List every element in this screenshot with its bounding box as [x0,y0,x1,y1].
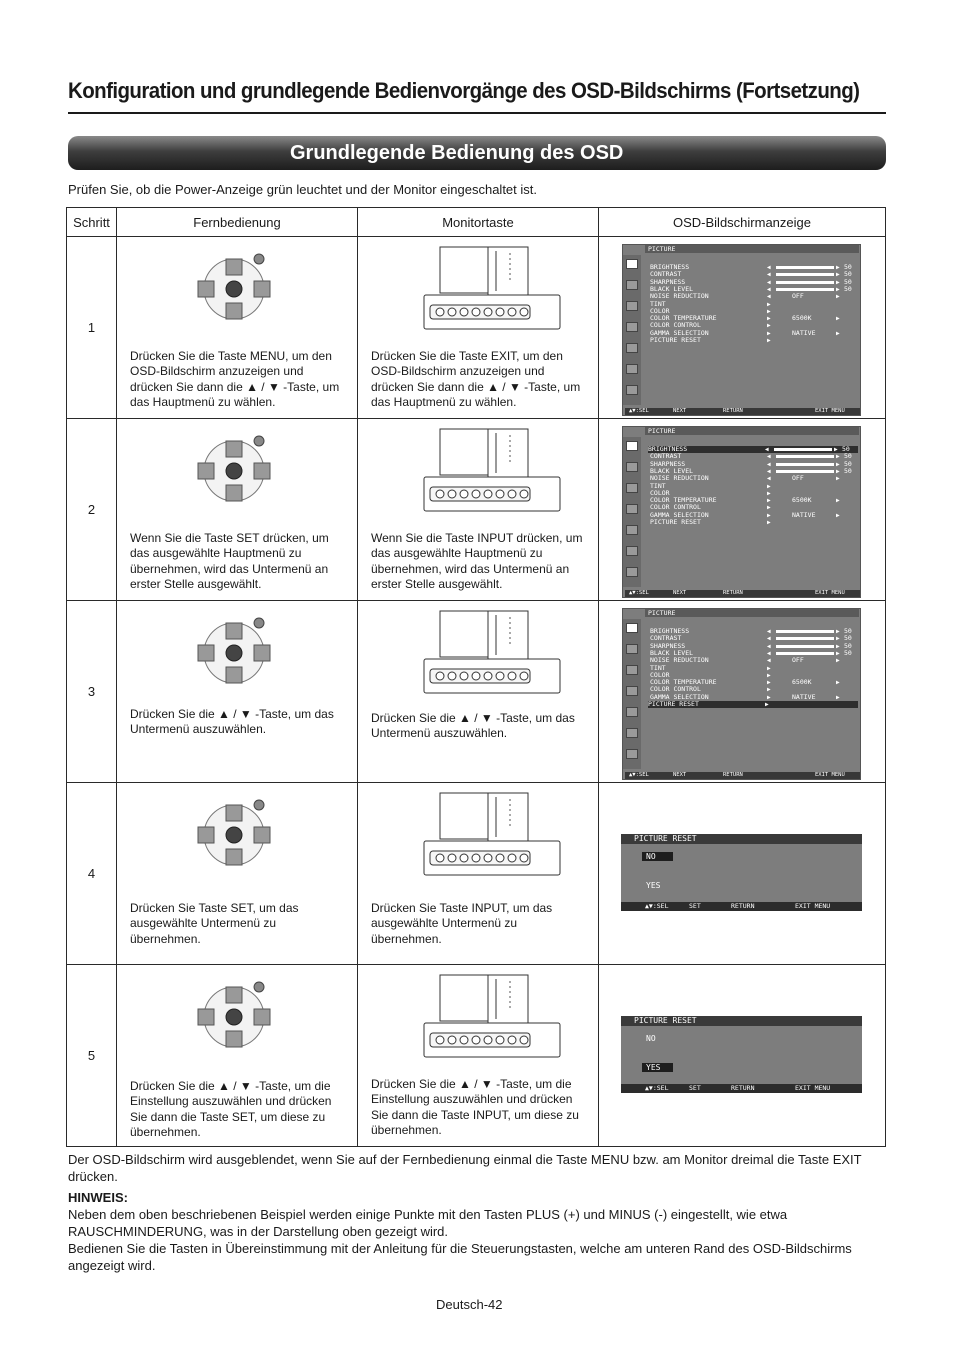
osd-footer [625,590,860,597]
dialog-footer [621,902,862,911]
step-number: 4 [67,783,117,965]
osd-item-label: PICTURE RESET [650,518,701,526]
monitor-instruction: Drücken Sie die ▲ / ▼ -Taste, um die Einstellung auszuwählen und drücken Sie dann die Taste INPUT, um diese zu übernehmen. [371,1077,579,1137]
left-arrow-icon: ◀ [767,453,771,461]
osd-item-label: BRIGHTNESS [650,627,690,635]
dialog-title: PICTURE RESET [621,1016,862,1026]
config-icon [626,343,638,353]
osd-item-label: BRIGHTNESS [648,445,688,453]
osd-item-label: COLOR TEMPERATURE [650,678,717,687]
section-banner: Grundlegende Bedienung des OSD [68,136,886,170]
right-arrow-icon: ▶ [836,264,840,271]
step-number: 5 [67,965,117,1147]
steps-table [66,207,886,1147]
osd-menu-item [650,301,858,308]
osd-item-value: NATIVE [792,692,816,701]
osd-item-label: COLOR CONTROL [650,321,701,330]
osd-menu-screen [622,426,861,598]
right-arrow-icon: ▶ [836,475,840,483]
osd-footer-return: RETURN [723,772,743,778]
right-arrow-icon: ▶ [836,467,840,475]
osd-item-value: 6500K [792,496,812,505]
osd-item-value: 50 [844,634,852,643]
osd-item-label: PICTURE RESET [648,700,699,708]
remote-control-icon [189,611,279,691]
osd-item-label: CONTRAST [650,452,682,461]
table-row [67,601,886,783]
osd-item-label: TINT [650,299,666,308]
osd-item-label: SHARPNESS [650,459,686,468]
header-step: Schritt [67,208,117,237]
dialog-footer [621,1084,862,1093]
left-arrow-icon: ◀ [767,460,771,468]
page-number: Deutsch-42 [436,1297,503,1312]
right-arrow-icon: ▶ [836,453,840,461]
table-row [67,965,886,1147]
left-arrow-icon: ◀ [767,642,771,650]
remote-control-icon [189,429,279,509]
left-arrow-icon: ▶ [767,322,771,330]
step-number: 2 [67,419,117,601]
osd-item-label: GAMMA SELECTION [650,510,709,519]
pip-icon [626,322,638,332]
monitor-instruction: Wenn Sie die Taste INPUT drücken, um das ausgewählte Hauptmenü zu übernehmen, wird das Untermenü an erster Stelle ausgewählt. [371,531,583,591]
remote-instruction: Drücken Sie die ▲ / ▼ -Taste, um das Untermenü auszuwählen. [130,707,334,737]
osd-item-value: OFF [792,656,804,665]
osd-menu-item [650,665,858,672]
remote-instruction: Drücken Sie die Taste MENU, um den OSD-Bildschirm anzuzeigen und drücken Sie dann die ▲ / ▼ -Taste, um das Hauptmenü zu wählen. [130,349,340,409]
osd-footer-exit: EXIT MENU [815,590,845,596]
osd-slider [776,652,834,655]
osd-item-label: BLACK LEVEL [650,648,694,657]
left-arrow-icon: ▶ [765,701,769,708]
osd-item-value: 6500K [792,314,812,323]
right-arrow-icon: ▶ [836,497,840,505]
monitor-buttons-icon [420,243,565,335]
osd-slider [776,463,834,466]
remote-cell [117,601,358,783]
osd-sidebar [623,619,641,769]
osd-menu-item [650,657,858,664]
osd-item-label: PICTURE RESET [650,336,701,344]
step-number: 3 [67,601,117,783]
osd-footer-sel: ▲▼:SEL [629,408,649,414]
left-arrow-icon: ◀ [767,271,771,279]
osd-title: PICTURE [645,427,859,435]
osd-footer [625,408,860,415]
osd-cell [599,419,886,601]
osd-item-label: COLOR [650,488,670,497]
left-arrow-icon: ◀ [767,628,771,635]
picture-icon [626,441,638,451]
osd-item-value: 50 [844,459,852,468]
monitor-cell [358,237,599,419]
osd-slider [776,470,834,473]
osd-item-label: GAMMA SELECTION [650,692,709,701]
left-arrow-icon: ◀ [767,293,771,301]
osd-footer-exit: EXIT MENU [815,772,845,778]
left-arrow-icon: ◀ [767,278,771,286]
remote-control-icon [189,793,279,873]
dialog-footer-return: RETURN [731,1084,755,1092]
monitor-instruction: Drücken Sie die ▲ / ▼ -Taste, um das Untermenü auszuwählen. [371,711,575,741]
remote-instruction: Drücken Sie die ▲ / ▼ -Taste, um die Einstellung auszuwählen und drücken Sie dann die Taste SET, um diese zu übernehmen. [130,1079,332,1139]
monitor-instruction: Drücken Sie die Taste EXIT, um den OSD-Bildschirm anzuzeigen und drücken Sie dann die ▲ / ▼ -Taste, um das Hauptmenü zu wählen. [371,349,581,409]
osd-item-value: OFF [792,292,804,301]
right-arrow-icon: ▶ [836,642,840,650]
osd-item-label: SHARPNESS [650,277,686,286]
right-arrow-icon: ▶ [836,511,840,519]
picture-icon [626,259,638,269]
osd-item-label: BLACK LEVEL [650,284,694,293]
intro-text: Prüfen Sie, ob die Power-Anzeige grün leuchtet und der Monitor eingeschaltet ist. [68,182,537,197]
picture-icon [626,623,638,633]
right-arrow-icon: ▶ [836,635,840,643]
picture-reset-dialog [621,1016,862,1093]
osd-slider [776,288,834,291]
osd-item-value: OFF [792,474,804,483]
osd-footer-return: RETURN [723,590,743,596]
osd-slider [776,630,834,633]
left-arrow-icon: ◀ [767,285,771,293]
osd-item-label: NOISE REDUCTION [650,474,709,483]
right-arrow-icon: ▶ [836,329,840,337]
option-yes: YES [642,1063,673,1072]
osd-menu-item [650,264,858,271]
osd-item-label: COLOR [650,670,670,679]
pip-icon [626,504,638,514]
osd-slider [776,281,834,284]
osd-item-value: 50 [844,452,852,461]
osd-item-label: COLOR CONTROL [650,503,701,512]
osd-cell [599,783,886,965]
osd-footer-return: RETURN [723,408,743,414]
monitor-buttons-icon [420,971,565,1063]
osd-item-label: NOISE REDUCTION [650,656,709,665]
option-yes: YES [646,881,661,890]
outro-text: Der OSD-Bildschirm wird ausgeblendet, wenn Sie auf der Fernbedienung einmal die Taste MENU bzw. am Monitor dreimal die Taste EXIT drücken. [68,1152,862,1184]
advanced-icon [626,728,638,738]
osd-menu-item [648,701,858,708]
audio-icon [626,301,638,311]
monitor-cell [358,965,599,1147]
osd-item-label: GAMMA SELECTION [650,328,709,337]
monitor-buttons-icon [420,607,565,699]
right-arrow-icon: ▶ [836,649,840,657]
osd-item-value: 50 [844,284,852,293]
note-title: HINWEIS: [68,1190,128,1205]
left-arrow-icon: ▶ [767,664,771,672]
right-arrow-icon: ▶ [836,628,840,635]
remote-instruction: Wenn Sie die Taste SET drücken, um das ausgewählte Hauptmenü zu übernehmen, wird das Untermenü an erster Stelle ausgewählt. [130,531,329,591]
remote-cell [117,237,358,419]
osd-menu-item [650,293,858,300]
osd-item-label: SHARPNESS [650,641,686,650]
osd-item-value: 50 [844,277,852,286]
osd-footer [625,772,860,779]
osd-cell [599,965,886,1147]
left-arrow-icon: ▶ [767,693,771,701]
osd-item-label: COLOR CONTROL [650,685,701,694]
osd-menu-screen [622,608,861,780]
right-arrow-icon: ▶ [834,446,838,453]
osd-item-value: 50 [844,627,852,635]
osd-footer-next: NEXT [673,772,687,778]
left-arrow-icon: ◀ [767,649,771,657]
osd-slider [776,273,834,276]
title-rule [68,112,886,114]
right-arrow-icon: ▶ [836,271,840,279]
dialog-footer-sel: ▲▼:SEL [645,1084,669,1092]
osd-item-label: NOISE REDUCTION [650,292,709,301]
osd-slider [776,637,834,640]
screen-icon [626,462,638,472]
osd-item-label: BRIGHTNESS [650,263,690,271]
remote-cell [117,783,358,965]
osd-slider [774,448,832,451]
osd-slider [776,645,834,648]
remote-instruction: Drücken Sie Taste SET, um das ausgewählte Untermenü zu übernehmen. [130,901,299,946]
osd-item-value: NATIVE [792,328,816,337]
dialog-title: PICTURE RESET [621,834,862,844]
remote-control-icon [189,247,279,327]
osd-item-label: TINT [650,481,666,490]
osd-item-value: 50 [844,270,852,279]
osd-sidebar [623,255,641,405]
monitor-buttons-icon [420,425,565,517]
osd-item-label: COLOR [650,306,670,315]
osd-item-label: COLOR TEMPERATURE [650,496,717,505]
osd-cell [599,237,886,419]
note-text-2: Bedienen Sie die Tasten in Übereinstimmung mit der Anleitung für die Steuerungstasten, welche am unteren Rand des OSD-Bildschirms angezeigt wird. [68,1241,852,1273]
left-arrow-icon: ▶ [767,497,771,505]
osd-title: PICTURE [645,609,859,617]
step-number: 1 [67,237,117,419]
remote-cell [117,965,358,1147]
monitor-instruction: Drücken Sie Taste INPUT, um das ausgewählte Untermenü zu übernehmen. [371,901,553,946]
osd-item-value: 6500K [792,678,812,687]
header-monitor: Monitortaste [358,208,599,237]
osd-item-label: TINT [650,663,666,672]
osd-item-label: BLACK LEVEL [650,466,694,475]
dialog-footer-set: SET [689,1084,701,1092]
audio-icon [626,483,638,493]
osd-sidebar [623,437,641,587]
osd-menu-item [650,475,858,482]
info-icon [626,749,638,759]
left-arrow-icon: ▶ [767,679,771,687]
osd-footer-sel: ▲▼:SEL [629,590,649,596]
osd-item-label: COLOR TEMPERATURE [650,314,717,323]
osd-menu-item [650,519,858,526]
left-arrow-icon: ▶ [767,307,771,315]
right-arrow-icon: ▶ [836,657,840,665]
left-arrow-icon: ▶ [767,300,771,308]
pip-icon [626,686,638,696]
osd-slider [776,266,834,269]
right-arrow-icon: ▶ [836,679,840,687]
info-icon [626,385,638,395]
osd-menu-item [650,337,858,344]
right-arrow-icon: ▶ [836,315,840,323]
left-arrow-icon: ◀ [767,264,771,271]
osd-item-label: CONTRAST [650,634,682,643]
dialog-footer-exit: EXIT MENU [795,902,831,910]
osd-menu-screen [622,244,861,416]
left-arrow-icon: ◀ [767,467,771,475]
left-arrow-icon: ▶ [767,504,771,512]
osd-footer-next: NEXT [673,590,687,596]
note-text-1: Neben dem oben beschriebenen Beispiel werden einige Punkte mit den Tasten PLUS (+) und MINUS (-) eingestellt, wie etwa RAUSCHMINDERUNG, was in der Darstellung oben gezeigt wird. [68,1207,788,1239]
osd-item-value: 50 [844,466,852,475]
option-no: NO [642,852,673,861]
monitor-buttons-icon [420,789,565,881]
right-arrow-icon: ▶ [836,693,840,701]
table-header-row [67,208,886,237]
screen-icon [626,644,638,654]
info-icon [626,567,638,577]
config-icon [626,525,638,535]
audio-icon [626,665,638,675]
osd-title: PICTURE [645,245,859,253]
left-arrow-icon: ◀ [767,657,771,665]
table-row [67,783,886,965]
left-arrow-icon: ◀ [767,635,771,643]
osd-footer-exit: EXIT MENU [815,408,845,414]
osd-item-label: CONTRAST [650,270,682,279]
osd-item-value: 50 [844,648,852,657]
option-no: NO [646,1034,656,1043]
dialog-footer-return: RETURN [731,902,755,910]
left-arrow-icon: ◀ [767,475,771,483]
left-arrow-icon: ▶ [767,671,771,679]
header-osd: OSD-Bildschirmanzeige [599,208,886,237]
left-arrow-icon: ▶ [767,329,771,337]
osd-item-value: 50 [844,641,852,650]
monitor-cell [358,601,599,783]
left-arrow-icon: ▶ [767,686,771,694]
advanced-icon [626,364,638,374]
left-arrow-icon: ▶ [767,337,771,344]
advanced-icon [626,546,638,556]
screen-icon [626,280,638,290]
osd-menu-item [650,483,858,490]
dialog-footer-exit: EXIT MENU [795,1084,831,1092]
osd-item-value: NATIVE [792,510,816,519]
left-arrow-icon: ◀ [765,446,769,453]
osd-menu-item [650,628,858,635]
config-icon [626,707,638,717]
left-arrow-icon: ▶ [767,482,771,490]
dialog-footer-sel: ▲▼:SEL [645,902,669,910]
osd-cell [599,601,886,783]
table-row [67,237,886,419]
osd-item-value: 50 [844,263,852,271]
right-arrow-icon: ▶ [836,278,840,286]
left-arrow-icon: ▶ [767,519,771,526]
monitor-cell [358,783,599,965]
osd-footer-next: NEXT [673,408,687,414]
table-row [67,419,886,601]
osd-slider [776,455,834,458]
right-arrow-icon: ▶ [836,460,840,468]
left-arrow-icon: ▶ [767,315,771,323]
left-arrow-icon: ▶ [767,489,771,497]
page-title: Konfiguration und grundlegende Bedienvorgänge des OSD-Bildschirms (Fortsetzung) [68,78,860,103]
right-arrow-icon: ▶ [836,285,840,293]
right-arrow-icon: ▶ [836,293,840,301]
monitor-cell [358,419,599,601]
picture-reset-dialog [621,834,862,911]
header-remote: Fernbedienung [117,208,358,237]
left-arrow-icon: ▶ [767,511,771,519]
osd-footer-sel: ▲▼:SEL [629,772,649,778]
remote-control-icon [189,975,279,1055]
dialog-footer-set: SET [689,902,701,910]
remote-cell [117,419,358,601]
osd-item-value: 50 [842,445,850,453]
